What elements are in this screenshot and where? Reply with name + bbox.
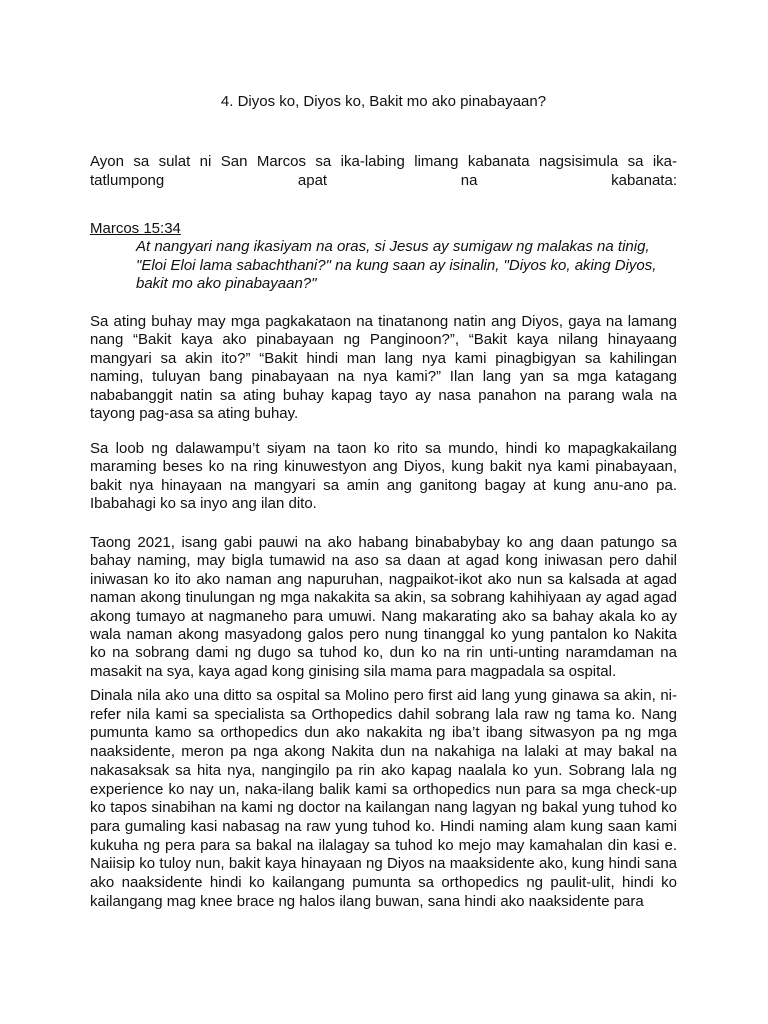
intro-paragraph: Ayon sa sulat ni San Marcos sa ika-labing limang kabanata nagsisimula sa ika-tatlumpong apat na kabanata: [90,153,677,189]
body-paragraph: Sa ating buhay may mga pagkakataon na tinatanong natin ang Diyos, gaya na lamang nang “Bakit kaya ako pinabayaan ng Panginoon?”, “Bakit kaya nilang hinayaang mangyari sa akin ito?” “Bakit hindi man lang nya kami pinagbigyan sa kahilingan naming, tuluyan bang pinabayaan na nya kami?” Ilan lang yan sa mga katagang nababanggit natin sa ating buhay kapag tayo ay nasa panahon na parang wala na tayong pag-asa sa ating buhay. [90,313,677,423]
body-paragraph: Sa loob ng dalawampu’t siyam na taon ko rito sa mundo, hindi ko mapagkakailang maraming beses ko na ring kinuwestyon ang Diyos, kung bakit nya kami pinabayaan, bakit nya hinayaan na mangyari sa amin ang ganitong bagay at kung anu-ano pa. Ibabahagi ko sa inyo ang ilan dito. [90,440,677,513]
scripture-quote: At nangyari nang ikasiyam na oras, si Jesus ay sumigaw ng malakas na tinig, "Eloi Eloi lama sabachthani?" na kung saan ay isinalin, "Diyos ko, aking Diyos, bakit mo ako pinabayaan?" [136,238,657,292]
document-title: 4. Diyos ko, Diyos ko, Bakit mo ako pinabayaan? [220,93,547,110]
body-paragraph: Dinala nila ako una ditto sa ospital sa Molino pero first aid lang yung ginawa sa akin, ni-refer nila kami sa specialista sa Orthopedics dahil sobrang lala raw ng tama ko. Nang pumunta kamo sa orthopedics dun ako nakakita ng iba’t ibang sitwasyon pa ng mga naaksidente, meron pa nga akong Nakita dun na nakahiga na lalaki at may bakal na nakasaksak sa hita nya, nangingilo pa rin ako kapag naalala ko yun. Sobrang lala ng experience ko nay un, naka-ilang balik kami sa orthopedics nun para sa mga check-up ko tapos sinabihan na kami ng doctor na kailangan nang lagyan ng bakal yung tuhod ko para gumaling kasi nabasag na raw yung tuhod ko. Hindi naming alam kung saan kami kukuha ng pera para sa bakal na ilalagay sa tuhod ko mejo may kamahalan din kasi e. Naiisip ko tuloy nun, bakit kaya hinayaan ng Diyos na maaksidente ako, kung hindi sana ako naaksidente hindi ko kailangang pumunta sa orthopedics ng paulit-ulit, hindi ko kailangang mag knee brace ng halos ilang buwan, sana hindi ako naaksidente para [90,687,677,910]
body-paragraph: Taong 2021, isang gabi pauwi na ako habang binababybay ko ang daan patungo sa bahay naming, may bigla tumawid na aso sa daan at agad kong iniwasan pero dahil iniwasan ko ito ako naman ang napuruhan, nagpaikot-ikot ako nun sa kalsada at agad naman akong tinulungan ng mga nakakita sa akin, sa sobrang kahihiyaan ay agad agad akong tumayo at nagmaneho para umuwi. Nang makarating ako sa bahay akala ko ay wala naman akong masyadong galos pero nung tinanggal ko yung pantalon ko Nakita ko na sobrang dami ng dugo sa tuhod ko, dun ko na rin unti-unting naramdaman na masakit na sya, kaya agad kong ginising sila mama para magpadala sa ospital. [90,534,677,680]
scripture-reference: Marcos 15:34 [90,220,181,237]
